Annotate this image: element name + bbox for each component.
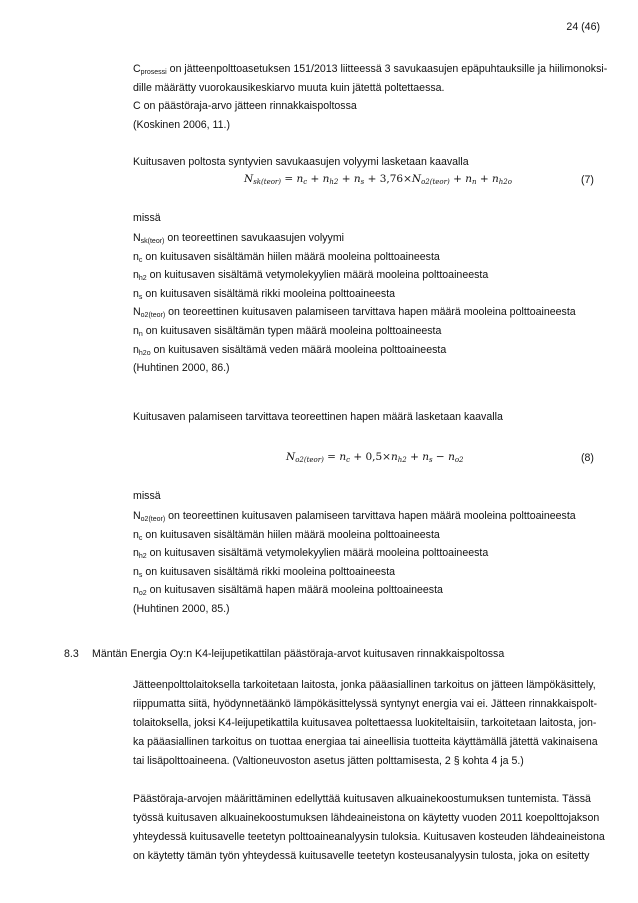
definition-text: on kuitusaven sisältämän hiilen määrä mooleina polttoaineesta	[142, 250, 440, 263]
equation-variable-subscript: c	[303, 178, 308, 186]
symbol-subscript: o2(teor)	[140, 516, 166, 523]
paragraph-line: ka pääasiallinen tarkoitus on tuottaa energiaa tai aineellisia tuotteita käyttämällä jätettä vakinaisena	[133, 736, 598, 748]
top-line-2: dille määrätty vuorokausikeskiarvo muuta kuin jätettä poltettaessa.	[133, 82, 445, 94]
equation-operator: +	[307, 173, 323, 185]
equation-8	[286, 451, 464, 463]
definition-text: on kuitusaven sisältämä vetymolekyylien määrä mooleina polttoaineesta	[146, 547, 489, 560]
symbol: n	[133, 547, 139, 560]
equation-variable-subscript: c	[346, 456, 351, 464]
page-number: 24 (46)	[566, 21, 600, 33]
paragraph-line: tolaitoksella, joksi K4-leijupetikattila kuitusavea poltettaessa luokiteltaisiin, tarkoitetaan laitosta, jon-	[133, 717, 597, 729]
equation-operator: +	[338, 173, 354, 185]
equation-variable: n	[491, 173, 499, 185]
paragraph-line: tai lisäpolttoaineena. (Valtioneuvoston asetus jätten polttamisesta, 2 § kohta 4 ja 5.)	[133, 755, 524, 767]
equation-variable-subscript: s	[360, 178, 365, 186]
definition-text: on kuitusaven sisältämä rikki mooleina polttoaineesta	[142, 565, 396, 578]
section-number: 8.3	[64, 648, 79, 660]
symbol: n	[133, 269, 139, 282]
definition-line	[133, 546, 488, 560]
symbol: n	[133, 343, 139, 356]
definition-line	[133, 305, 576, 319]
definition-line	[133, 324, 441, 338]
top-line-3: C on päästöraja-arvo jätteen rinnakkaispoltossa	[133, 100, 357, 112]
equation-variable: n	[448, 451, 455, 463]
formula-intro: Kuitusaven palamiseen tarvittava teoreettinen hapen määrä lasketaan kaavalla	[133, 411, 503, 423]
equation-variable-subscript: h2	[397, 456, 407, 464]
equation-operator: + 0,5×	[350, 451, 391, 463]
symbol: n	[133, 584, 139, 597]
equation-variable-subscript: s	[428, 456, 433, 464]
symbol: n	[133, 325, 139, 337]
symbol: n	[133, 250, 139, 263]
symbol: n	[133, 287, 139, 300]
symbol-subscript: o2(teor)	[140, 312, 166, 320]
symbol-subscript: c	[138, 534, 143, 542]
symbol-subscript: c	[138, 256, 143, 264]
symbol-subscript: n	[138, 331, 143, 338]
citation	[133, 602, 230, 616]
symbol: n	[133, 565, 139, 578]
definition-line	[133, 343, 446, 357]
equation-number: (7)	[581, 174, 594, 186]
definition-text: (Huhtinen 2000, 85.)	[133, 603, 230, 615]
equation-7	[244, 173, 512, 185]
symbol-subscript: h2	[138, 275, 147, 283]
definition-line	[133, 528, 440, 542]
equation-variable: n	[296, 173, 304, 185]
definition-text: on kuitusaven sisältämä veden määrä mooleina polttoaineesta	[150, 343, 447, 356]
equation-operator: −	[432, 451, 449, 463]
symbol: C	[133, 63, 141, 75]
definition-line	[133, 268, 488, 282]
symbol: N	[133, 306, 141, 319]
missa-label: missä	[133, 212, 161, 224]
equation-variable: n	[322, 173, 330, 185]
equation-variable: n	[465, 173, 472, 185]
symbol-subscript: h2o	[138, 349, 151, 357]
definition-line	[133, 231, 344, 245]
definition-line	[133, 565, 395, 579]
definition-line	[133, 583, 443, 597]
definition-text: on kuitusaven sisältämän typen määrä mooleina polttoaineesta	[142, 325, 442, 337]
equation-operator: +	[406, 451, 423, 463]
symbol-subscript: sk(teor)	[140, 238, 165, 245]
definition-line	[133, 287, 395, 301]
equation-operator: =	[281, 173, 297, 185]
definition-text: on teoreettinen savukaasujen volyymi	[164, 232, 344, 244]
equation-lhs-symbol: N	[286, 451, 296, 463]
definition-text: on teoreettinen kuitusaven palamiseen tarvittava hapen määrä mooleina polttoaineesta	[165, 306, 576, 319]
equation-lhs-subscript: sk(teor)	[253, 178, 281, 186]
definition-text: on kuitusaven sisältämä hapen määrä mooleina polttoaineesta	[146, 584, 443, 597]
symbol-subscript: h2	[138, 553, 147, 561]
paragraph-line: työssä kuitusaven alkuainekoostumuksen lähdeaineistona on käytetty vuoden 2011 koepolttojakson	[133, 812, 600, 824]
equation-operator: =	[323, 451, 340, 463]
definition-text: (Huhtinen 2000, 86.)	[133, 362, 230, 375]
paragraph-line: yhteydessä kuitusavelle teetetyn polttoaineanalyysin tuloksia. Kuitusaven kosteuden lähdeaineistona	[133, 831, 605, 843]
symbol: n	[133, 528, 139, 541]
definition-line	[133, 509, 576, 523]
top-line-1	[133, 62, 607, 76]
citation	[133, 361, 230, 375]
equation-lhs-subscript: o2(teor)	[295, 456, 324, 464]
definition-line	[133, 250, 440, 264]
definition-text: on kuitusaven sisältämän hiilen määrä mooleina polttoaineesta	[142, 528, 440, 541]
equation-variable: N	[411, 173, 422, 185]
missa-label: missä	[133, 490, 161, 502]
paragraph-line: Päästöraja-arvojen määrittäminen edellyttää kuitusaven alkuainekoostumuksen tuntemista. Tässä	[133, 793, 591, 805]
paragraph-line: riippumatta siitä, hyödynnetäänkö lämpökäsittelyssä syntynyt energia vai ei. Jätteen rinnakkaispolt-	[133, 698, 598, 710]
equation-number: (8)	[581, 452, 594, 464]
symbol-subscript: s	[138, 293, 143, 301]
equation-operator: +	[476, 173, 492, 185]
symbol-subscript: o2	[138, 590, 147, 598]
equation-variable: n	[339, 451, 347, 463]
symbol-subscript: s	[138, 571, 143, 579]
section-title: Mäntän Energia Oy:n K4-leijupetikattilan päästöraja-arvot kuitusaven rinnakkaispoltossa	[92, 648, 505, 660]
equation-lhs-symbol: N	[244, 173, 254, 185]
symbol: N	[133, 232, 141, 244]
equation-variable-subscript: n	[471, 178, 477, 186]
definition-text: on kuitusaven sisältämä vetymolekyylien määrä mooleina polttoaineesta	[146, 269, 489, 282]
equation-variable-subscript: h2o	[498, 178, 512, 186]
paragraph-line: on käytetty tämän työn yhteydessä kuitusavelle teetetyn kosteusanalyysin tulosta, joka on esitetty	[133, 850, 590, 862]
symbol: N	[133, 510, 141, 522]
equation-operator: + 3,76×	[364, 173, 412, 185]
definition-text: on kuitusaven sisältämä rikki mooleina polttoaineesta	[142, 287, 396, 300]
equation-variable: n	[422, 451, 429, 463]
equation-variable-subscript: o2	[454, 456, 464, 464]
paragraph-line: Jätteenpolttolaitoksella tarkoitetaan laitosta, jonka pääasiallinen tarkoitus on jätteen lämpökäsittely,	[133, 679, 596, 691]
equation-operator: +	[449, 173, 466, 185]
citation: (Koskinen 2006, 11.)	[133, 119, 230, 131]
symbol-subscript: prosessi	[140, 69, 167, 76]
definition-text: on jätteenpolttoasetuksen 151/2013 liitteessä 3 savukaasujen epäpuhtauksille ja hiilimonoksi-	[166, 63, 608, 75]
equation-variable-subscript: o2(teor)	[421, 178, 450, 186]
equation-variable-subscript: h2	[329, 178, 339, 186]
equation-variable: n	[353, 173, 361, 185]
definition-text: on teoreettinen kuitusaven palamiseen tarvittava hapen määrä mooleina polttoaineesta	[165, 510, 576, 522]
equation-variable: n	[391, 451, 398, 463]
formula-intro: Kuitusaven poltosta syntyvien savukaasujen volyymi lasketaan kaavalla	[133, 156, 469, 168]
